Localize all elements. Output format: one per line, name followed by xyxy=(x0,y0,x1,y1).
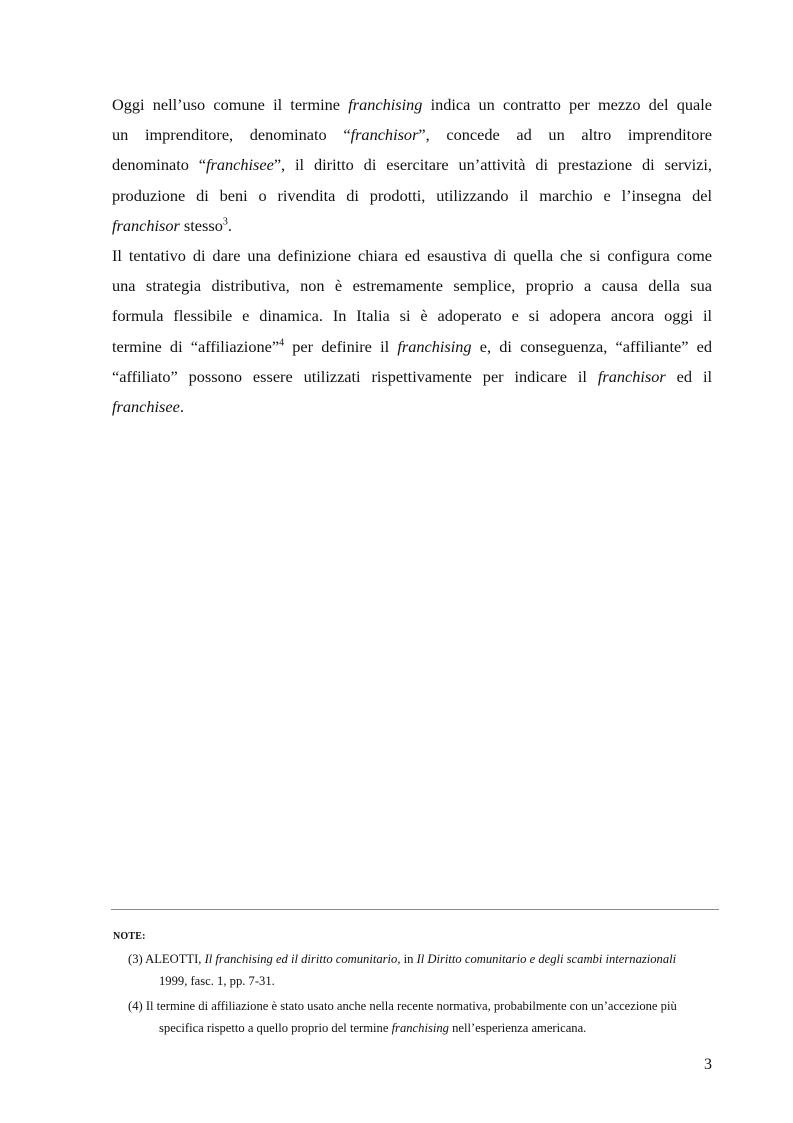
text-run: “affiliato” possono essere utilizzati rispettivamente per indicare il xyxy=(112,366,598,386)
text-run: indica un contratto per mezzo del quale xyxy=(422,95,712,114)
paragraph-2-line-6 xyxy=(112,392,712,422)
italic-term: franchising xyxy=(348,95,423,114)
text-run: e, di conseguenza, “affiliante” ed xyxy=(471,336,712,356)
footnote-ref-3[interactable]: 3 xyxy=(222,216,228,228)
text-run: . xyxy=(227,215,232,235)
page-number: 3 xyxy=(704,1056,712,1073)
italic-term: franchisee xyxy=(112,396,180,416)
text-run: ”, concede ad un altro imprenditore xyxy=(418,125,712,145)
paragraph-2-line-3: formula flessibile e dinamica. In Italia si è adoperato e si adopera ancora oggi il xyxy=(112,306,712,326)
paragraph-1-line-3 xyxy=(112,150,712,180)
paragraph-2-line-5 xyxy=(112,362,712,392)
italic-title: Il franchising ed il diritto comunitario, xyxy=(204,952,401,966)
italic-term: franchisor xyxy=(112,215,180,235)
text-run: Oggi nell’uso comune il termine xyxy=(112,95,349,114)
paragraph-1-line-1 xyxy=(112,90,712,120)
text-run: stesso xyxy=(179,215,223,235)
paragraph-2-line-1: Il tentativo di dare una definizione chiara ed esaustiva di quella che si configura come xyxy=(112,245,712,265)
footnote-separator xyxy=(111,909,719,910)
paragraph-1-line-4: produzione di beni o rivendita di prodotti, utilizzando il marchio e l’insegna del xyxy=(112,185,712,205)
italic-title: Il Diritto comunitario e degli scambi internazionali xyxy=(416,952,677,966)
paragraph-2-line-2: una strategia distributiva, non è estremamente semplice, proprio a causa della sua xyxy=(112,276,712,296)
italic-term: franchisee xyxy=(206,155,274,175)
footnote-4 xyxy=(128,996,718,1039)
italic-term: franchising xyxy=(397,336,472,356)
text-run: nell’esperienza americana. xyxy=(448,1020,587,1035)
footnote-4-line-1: (4) Il termine di affiliazione è stato usato anche nella recente normativa, probabilmente con un’accezione più xyxy=(128,999,677,1013)
text-run: termine di “affiliazione” xyxy=(112,336,280,356)
paragraph-1-line-5 xyxy=(112,211,712,241)
text-run: specifica rispetto a quello proprio del termine xyxy=(159,1020,392,1035)
text-run: (3) ALEOTTI, xyxy=(128,952,205,966)
text-run: in xyxy=(400,952,417,966)
footnote-ref-4[interactable]: 4 xyxy=(279,337,285,349)
footnote-3-line-2: 1999, fasc. 1, pp. 7-31. xyxy=(159,973,275,988)
text-run: denominato “ xyxy=(112,155,206,175)
body-text xyxy=(112,90,712,422)
italic-term: franchisor xyxy=(350,125,419,145)
paragraph-2-line-4 xyxy=(112,332,712,362)
footnote-4-line-2 xyxy=(128,1018,718,1040)
text-run: ”, il diritto di esercitare un’attività di prestazione di servizi, xyxy=(273,155,712,175)
italic-term: franchising xyxy=(391,1020,449,1035)
footnote-3 xyxy=(128,949,718,992)
notes-label: NOTE: xyxy=(113,931,146,942)
italic-term: franchisor xyxy=(597,366,666,386)
footnote-3-line-1 xyxy=(128,949,718,971)
text-run: per definire il xyxy=(284,336,398,356)
paragraph-1-line-2 xyxy=(112,120,712,150)
text-run: un imprenditore, denominato “ xyxy=(112,125,351,145)
text-run: ed il xyxy=(665,366,712,386)
text-run: . xyxy=(179,396,184,416)
